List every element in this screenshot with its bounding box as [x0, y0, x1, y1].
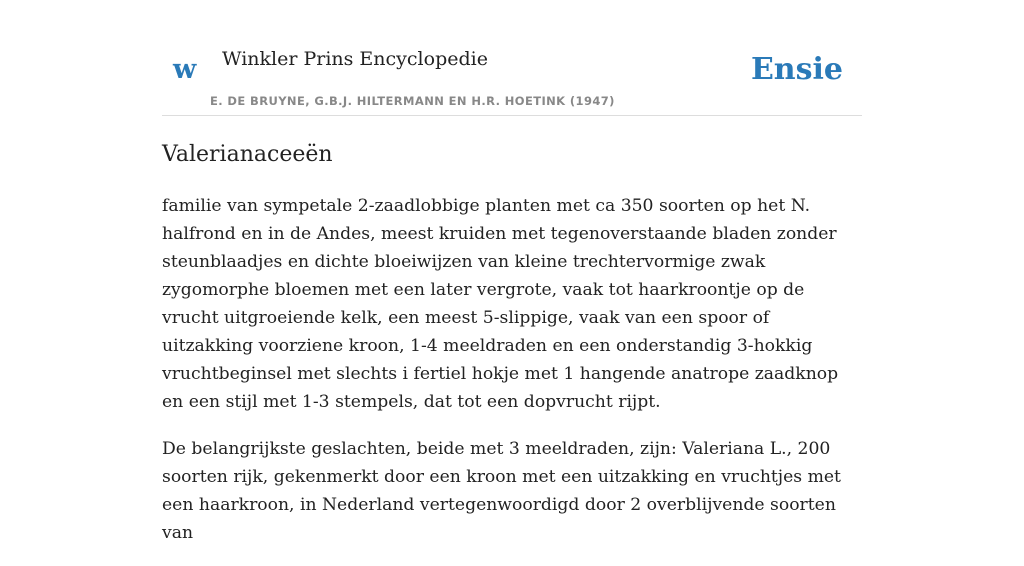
article-title: Valerianaceeën: [162, 142, 333, 167]
article-body: [162, 192, 862, 566]
book-title-link[interactable]: Winkler Prins Encyclopedie: [222, 48, 488, 70]
winkler-prins-logo[interactable]: w: [173, 54, 197, 85]
article-paragraph: familie van sympetale 2-zaadlobbige planten met ca 350 soorten op het N. halfrond en in de Andes, meest kruiden met tegenoverstaande bladen zonder steunblaadjes en dichte bloeiwijzen van kleine trechtervormige zwak zygomorphe bloemen met een later vergrote, vaak tot haarkroontje op de vrucht uitgroeiende kelk, een meest 5-slippige, vaak van een spoor of uitzakking voorziene kroon, 1-4 meeldraden en een onderstandig 3-hokkig vruchtbeginsel met slechts i fertiel hokje met 1 hangende anatrope zaadknop en een stijl met 1-3 stempels, dat tot een dopvrucht rijpt.: [162, 196, 839, 412]
page-header: [162, 40, 862, 116]
ensie-logo[interactable]: Ensie: [750, 52, 843, 87]
article-paragraph: De belangrijkste geslachten, beide met 3 meeldraden, zijn: Valeriana L., 200 soorten rijk, gekenmerkt door een kroon met een uitzakking en vruchtjes met een haarkroon, in Nederland vertegenwoordigd door 2 overblijvende soorten van: [162, 439, 841, 543]
book-authors: E. DE BRUYNE, G.B.J. HILTERMANN EN H.R. HOETINK (1947): [210, 94, 615, 108]
